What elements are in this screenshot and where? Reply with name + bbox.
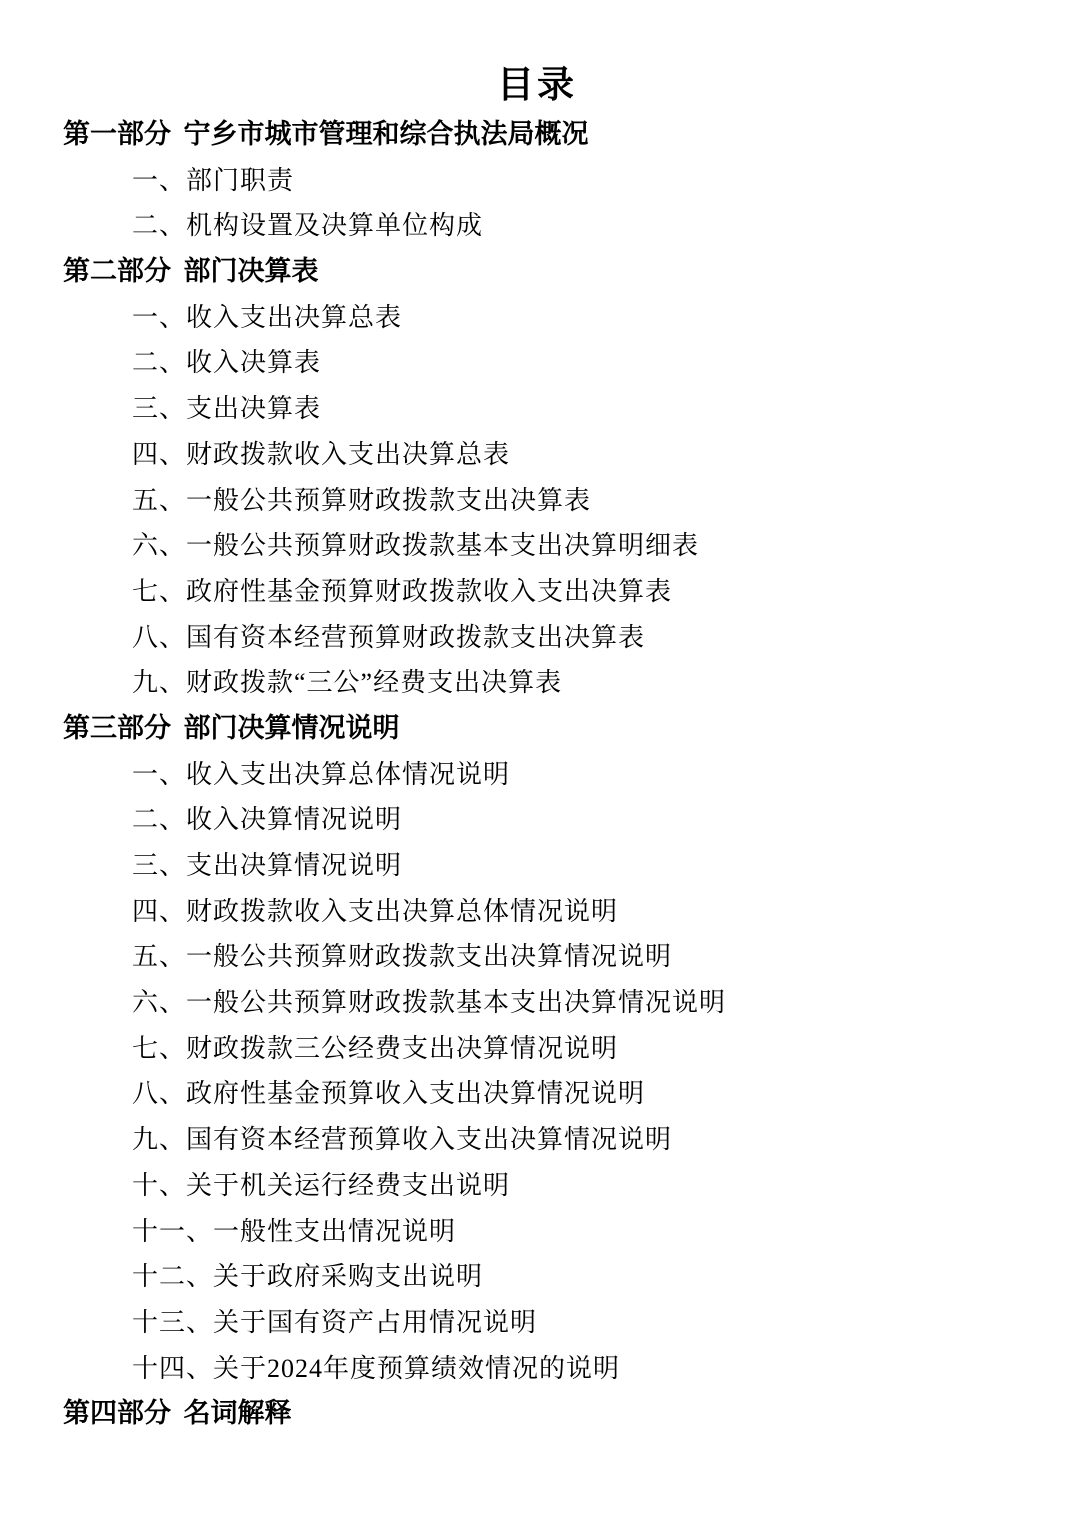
toc-item: 五、一般公共预算财政拨款支出决算情况说明: [132, 942, 673, 972]
toc-item: 七、政府性基金预算财政拨款收入支出决算表: [132, 576, 673, 606]
toc-item: 七、财政拨款三公经费支出决算情况说明: [132, 1033, 619, 1063]
toc-item: 十一、一般性支出情况说明: [132, 1216, 457, 1246]
toc-item: 六、一般公共预算财政拨款基本支出决算情况说明: [132, 988, 727, 1018]
toc-item: 十四、关于2024年度预算绩效情况的说明: [132, 1353, 621, 1383]
toc-item: 四、财政拨款收入支出决算总表: [132, 439, 511, 469]
section-heading: 第一部分 宁乡市城市管理和综合执法局概况: [63, 119, 589, 149]
toc-item: 一、部门职责: [132, 165, 295, 195]
section-heading: 第二部分 部门决算表: [63, 256, 319, 287]
toc-item: 十三、关于国有资产占用情况说明: [132, 1307, 538, 1337]
toc-item: 四、财政拨款收入支出决算总体情况说明: [132, 896, 619, 926]
toc-item: 十、关于机关运行经费支出说明: [132, 1170, 511, 1200]
toc-item: 五、一般公共预算财政拨款支出决算表: [132, 485, 592, 515]
page-title: 目录: [497, 64, 577, 105]
toc-item: 八、政府性基金预算收入支出决算情况说明: [132, 1079, 646, 1109]
toc-item: 一、收入支出决算总表: [132, 302, 403, 332]
section-heading: 第三部分 部门决算情况说明: [63, 712, 400, 743]
toc-item: 一、收入支出决算总体情况说明: [132, 759, 511, 789]
section-heading: 第四部分 名词解释: [63, 1398, 292, 1429]
toc-item: 六、一般公共预算财政拨款基本支出决算明细表: [132, 531, 700, 561]
toc-item: 二、收入决算情况说明: [132, 805, 403, 835]
toc-item: 十二、关于政府采购支出说明: [132, 1262, 484, 1292]
toc-item: 九、国有资本经营预算收入支出决算情况说明: [132, 1125, 673, 1155]
toc-item: 二、收入决算表: [132, 348, 322, 378]
toc-item: 八、国有资本经营预算财政拨款支出决算表: [132, 622, 646, 652]
toc-item: 三、支出决算表: [132, 394, 322, 424]
toc-item: 二、机构设置及决算单位构成: [132, 211, 484, 241]
toc-item: 九、财政拨款“三公”经费支出决算表: [132, 668, 563, 698]
table-of-contents: [0, 112, 1074, 1437]
toc-item: 三、支出决算情况说明: [132, 851, 403, 880]
